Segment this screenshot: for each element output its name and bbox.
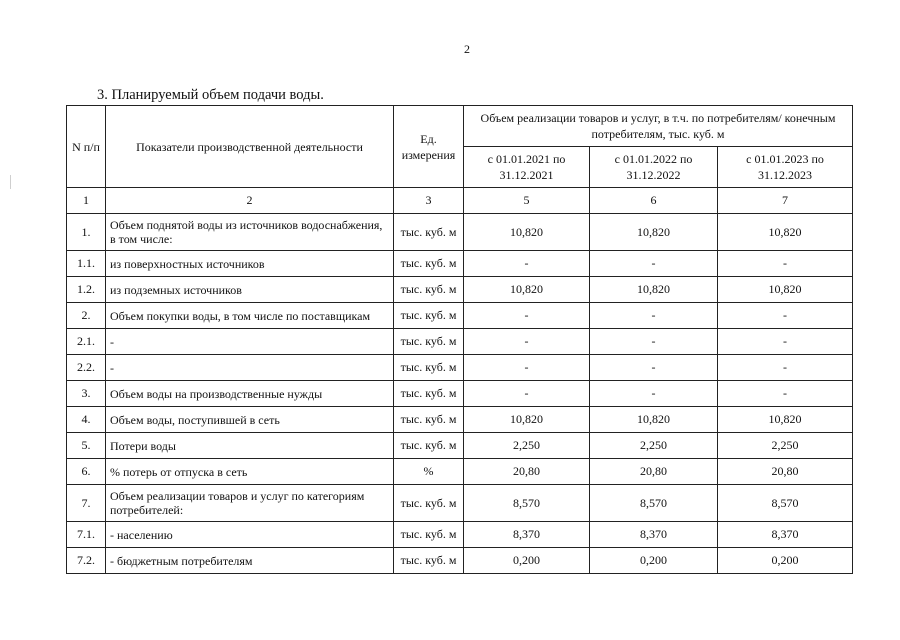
row-indicator-name: % потерь от отпуска в сеть	[106, 459, 394, 485]
table-row	[67, 407, 853, 433]
row-value-2021: -	[464, 381, 590, 407]
row-unit: тыс. куб. м	[394, 485, 464, 522]
row-value-2023: 10,820	[718, 214, 853, 251]
table-row	[67, 522, 853, 548]
header-period-2023: с 01.01.2023 по 31.12.2023	[718, 147, 853, 188]
row-value-2021: 8,570	[464, 485, 590, 522]
row-value-2021: 10,820	[464, 407, 590, 433]
header-period-2021: с 01.01.2021 по 31.12.2021	[464, 147, 590, 188]
table-row	[67, 251, 853, 277]
row-value-2023: 10,820	[718, 407, 853, 433]
row-value-2021: 10,820	[464, 277, 590, 303]
row-indicator-name: Объем реализации товаров и услуг по категориям потребителей:	[106, 485, 394, 522]
table-row	[67, 485, 853, 522]
row-value-2021: 2,250	[464, 433, 590, 459]
row-indicator-name: -	[106, 355, 394, 381]
row-value-2022: 10,820	[590, 407, 718, 433]
row-value-2023: -	[718, 381, 853, 407]
row-number: 4.	[67, 407, 106, 433]
column-index-cell: 5	[464, 188, 590, 214]
row-number: 5.	[67, 433, 106, 459]
table-row	[67, 355, 853, 381]
row-indicator-name: - бюджетным потребителям	[106, 548, 394, 574]
row-number: 1.2.	[67, 277, 106, 303]
row-value-2021: 10,820	[464, 214, 590, 251]
column-index-cell: 2	[106, 188, 394, 214]
row-value-2023: 0,200	[718, 548, 853, 574]
row-unit: тыс. куб. м	[394, 381, 464, 407]
row-value-2022: 8,370	[590, 522, 718, 548]
row-unit: %	[394, 459, 464, 485]
row-indicator-name: Объем воды на производственные нужды	[106, 381, 394, 407]
row-number: 2.	[67, 303, 106, 329]
header-num: N п/п	[67, 106, 106, 188]
row-value-2021: 8,370	[464, 522, 590, 548]
page-number: 2	[464, 42, 470, 56]
water-supply-volume-table	[66, 105, 853, 574]
section-title: 3. Планируемый объем подачи воды.	[97, 87, 324, 103]
table-row	[67, 214, 853, 251]
row-indicator-name: из поверхностных источников	[106, 251, 394, 277]
row-indicator-name: Объем воды, поступившей в сеть	[106, 407, 394, 433]
column-index-cell: 6	[590, 188, 718, 214]
row-value-2023: 20,80	[718, 459, 853, 485]
row-value-2023: -	[718, 303, 853, 329]
row-value-2023: -	[718, 251, 853, 277]
row-indicator-name: Объем поднятой воды из источников водоснабжения, в том числе:	[106, 214, 394, 251]
row-unit: тыс. куб. м	[394, 329, 464, 355]
table-row	[67, 548, 853, 574]
scan-artifact	[10, 175, 11, 189]
table-row	[67, 433, 853, 459]
row-unit: тыс. куб. м	[394, 407, 464, 433]
row-unit: тыс. куб. м	[394, 548, 464, 574]
row-number: 2.1.	[67, 329, 106, 355]
header-unit: Ед. измерения	[394, 106, 464, 188]
row-value-2021: 0,200	[464, 548, 590, 574]
header-period-2022: с 01.01.2022 по 31.12.2022	[590, 147, 718, 188]
row-value-2022: -	[590, 303, 718, 329]
row-unit: тыс. куб. м	[394, 214, 464, 251]
table-row	[67, 329, 853, 355]
row-unit: тыс. куб. м	[394, 522, 464, 548]
column-index-cell: 7	[718, 188, 853, 214]
row-number: 7.1.	[67, 522, 106, 548]
row-value-2021: -	[464, 329, 590, 355]
row-value-2022: -	[590, 381, 718, 407]
table-header-row	[67, 106, 853, 147]
table-row	[67, 459, 853, 485]
header-indicator: Показатели производственной деятельности	[106, 106, 394, 188]
table-row	[67, 277, 853, 303]
header-volume-group: Объем реализации товаров и услуг, в т.ч. по потребителям/ конечным потребителям, тыс. куб. м	[464, 106, 853, 147]
row-value-2023: 10,820	[718, 277, 853, 303]
row-value-2022: -	[590, 355, 718, 381]
row-value-2022: 8,570	[590, 485, 718, 522]
row-value-2022: -	[590, 329, 718, 355]
row-unit: тыс. куб. м	[394, 277, 464, 303]
row-indicator-name: - населению	[106, 522, 394, 548]
row-unit: тыс. куб. м	[394, 355, 464, 381]
row-value-2023: 2,250	[718, 433, 853, 459]
row-value-2022: 10,820	[590, 214, 718, 251]
row-number: 1.1.	[67, 251, 106, 277]
row-number: 3.	[67, 381, 106, 407]
row-value-2021: -	[464, 303, 590, 329]
row-unit: тыс. куб. м	[394, 303, 464, 329]
row-value-2022: 10,820	[590, 277, 718, 303]
column-index-cell: 1	[67, 188, 106, 214]
row-number: 1.	[67, 214, 106, 251]
row-number: 7.2.	[67, 548, 106, 574]
row-unit: тыс. куб. м	[394, 251, 464, 277]
row-value-2022: 2,250	[590, 433, 718, 459]
row-indicator-name: -	[106, 329, 394, 355]
row-number: 6.	[67, 459, 106, 485]
row-value-2022: 20,80	[590, 459, 718, 485]
column-index-cell: 3	[394, 188, 464, 214]
row-value-2021: -	[464, 251, 590, 277]
row-indicator-name: Потери воды	[106, 433, 394, 459]
table-row	[67, 303, 853, 329]
row-value-2023: 8,570	[718, 485, 853, 522]
row-indicator-name: из подземных источников	[106, 277, 394, 303]
row-value-2021: 20,80	[464, 459, 590, 485]
table-row	[67, 381, 853, 407]
row-value-2021: -	[464, 355, 590, 381]
column-index-row	[67, 188, 853, 214]
row-number: 2.2.	[67, 355, 106, 381]
row-value-2022: -	[590, 251, 718, 277]
row-number: 7.	[67, 485, 106, 522]
row-value-2023: -	[718, 329, 853, 355]
row-unit: тыс. куб. м	[394, 433, 464, 459]
row-indicator-name: Объем покупки воды, в том числе по поставщикам	[106, 303, 394, 329]
row-value-2023: -	[718, 355, 853, 381]
row-value-2023: 8,370	[718, 522, 853, 548]
row-value-2022: 0,200	[590, 548, 718, 574]
